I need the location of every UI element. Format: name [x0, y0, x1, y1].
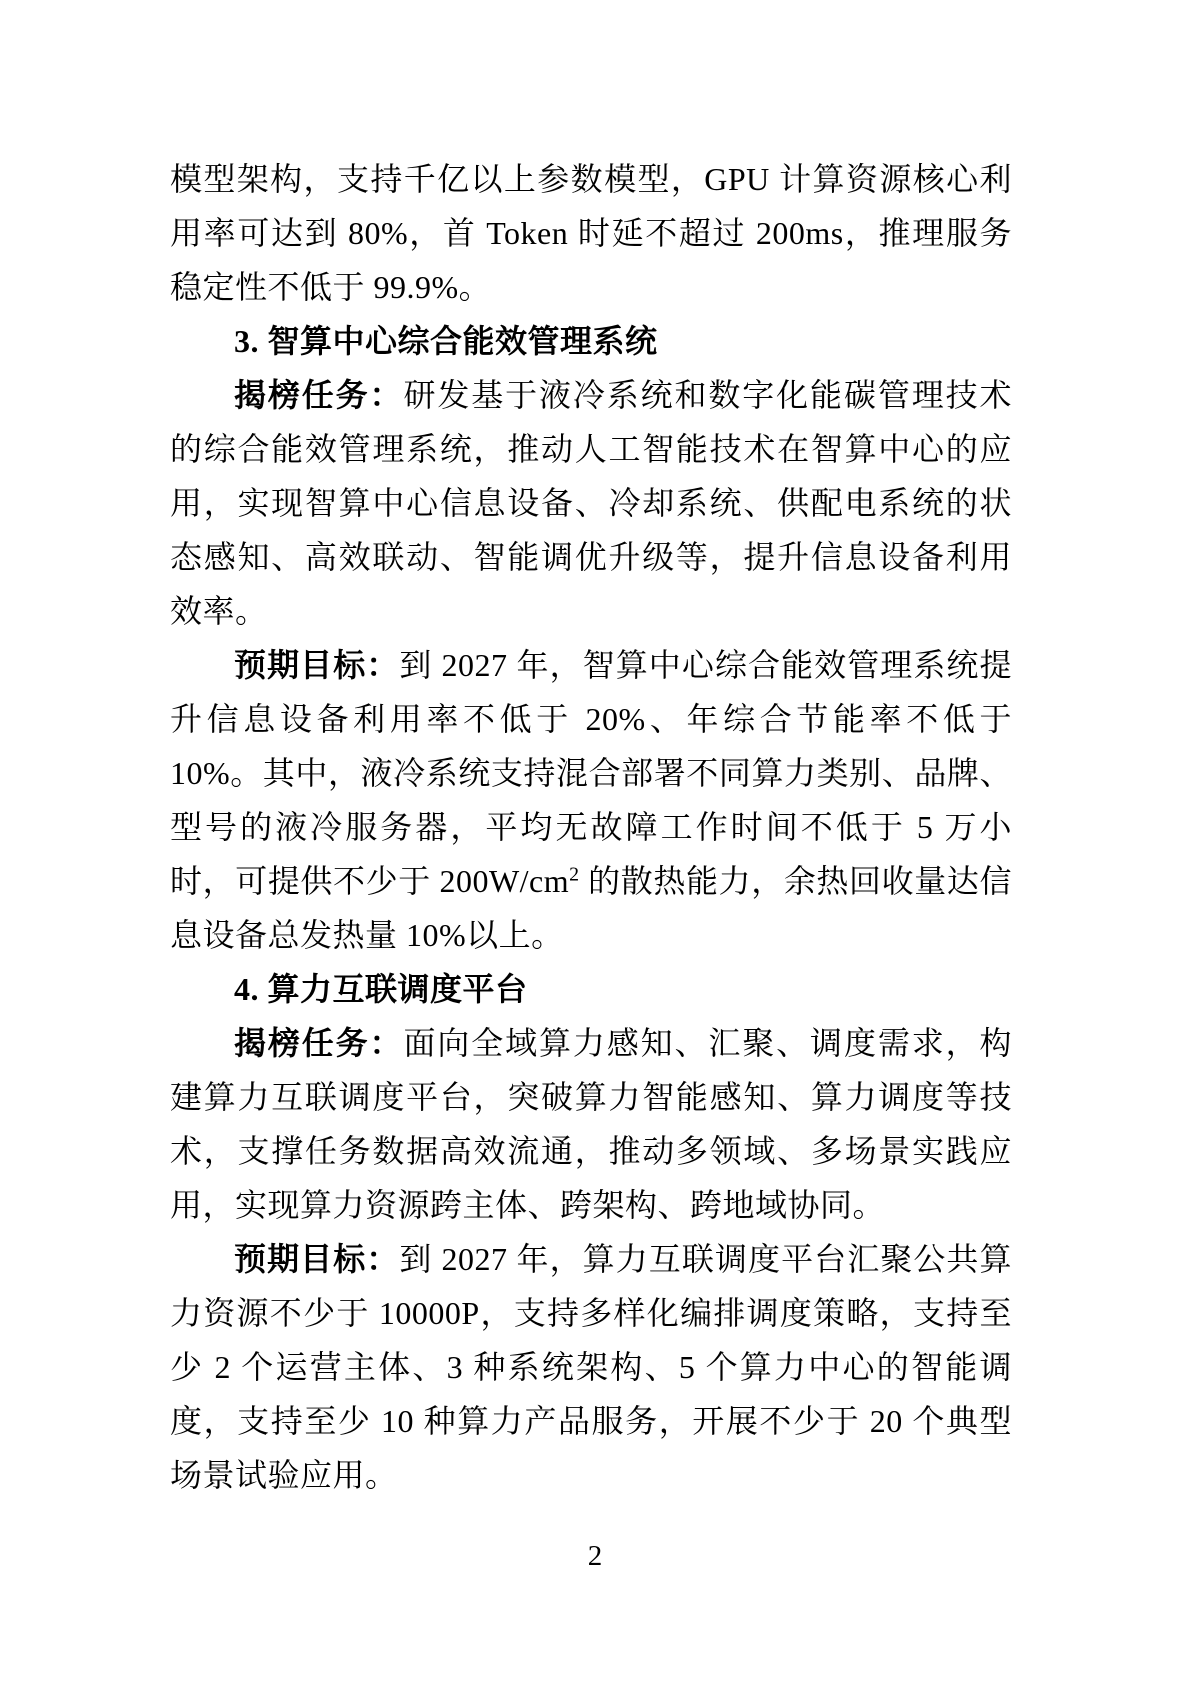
heading-text: 3. 智算中心综合能效管理系统 [234, 323, 658, 359]
paragraph-goal-4 [170, 1232, 1012, 1502]
task-label: 揭榜任务： [234, 377, 404, 413]
body-text: 到 2027 年，算力互联调度平台汇聚公共算力资源不少于 10000P，支持多样化编排调度策略，支持至少 2 个运营主体、3 种系统架构、5 个算力中心的智能调度，支持至少 10 种算力产品服务，开展不少于 20 个典型场景试验应用。 [170, 1241, 1012, 1493]
document-body [170, 152, 1012, 1502]
paragraph-continuation [170, 152, 1012, 314]
paragraph-goal-3 [170, 638, 1012, 962]
heading-text: 4. 算力互联调度平台 [234, 971, 528, 1007]
paragraph-task-3 [170, 368, 1012, 638]
paragraph-task-4 [170, 1016, 1012, 1232]
page-footer [0, 1536, 1190, 1576]
body-text: 模型架构，支持千亿以上参数模型，GPU 计算资源核心利用率可达到 80%，首 Token 时延不超过 200ms，推理服务稳定性不低于 99.9%。 [170, 161, 1012, 305]
body-text: 研发基于液冷系统和数字化能碳管理技术的综合能效管理系统，推动人工智能技术在智算中心的应用，实现智算中心信息设备、冷却系统、供配电系统的状态感知、高效联动、智能调优升级等，提升信息设备利用效率。 [170, 377, 1012, 629]
goal-label: 预期目标： [234, 647, 400, 683]
page-number: 2 [587, 1540, 603, 1572]
section-heading-3 [170, 314, 1012, 368]
body-text: 面向全域算力感知、汇聚、调度需求，构建算力互联调度平台，突破算力智能感知、算力调度等技术，支撑任务数据高效流通，推动多领域、多场景实践应用，实现算力资源跨主体、跨架构、跨地域协同。 [170, 1025, 1012, 1223]
section-heading-4 [170, 962, 1012, 1016]
task-label: 揭榜任务： [234, 1025, 404, 1061]
superscript-text: 2 [569, 863, 580, 886]
body-text: 的散热能力，余热回收量达信息设备总发热量 10%以上。 [170, 863, 1012, 953]
body-text: 到 2027 年，智算中心综合能效管理系统提升信息设备利用率不低于 20%、年综合节能率不低于 10%。其中，液冷系统支持混合部署不同算力类别、品牌、型号的液冷服务器，平均无故障工作时间不低于 5 万小时，可提供不少于 200W/cm [170, 647, 1012, 899]
goal-label: 预期目标： [234, 1241, 400, 1277]
